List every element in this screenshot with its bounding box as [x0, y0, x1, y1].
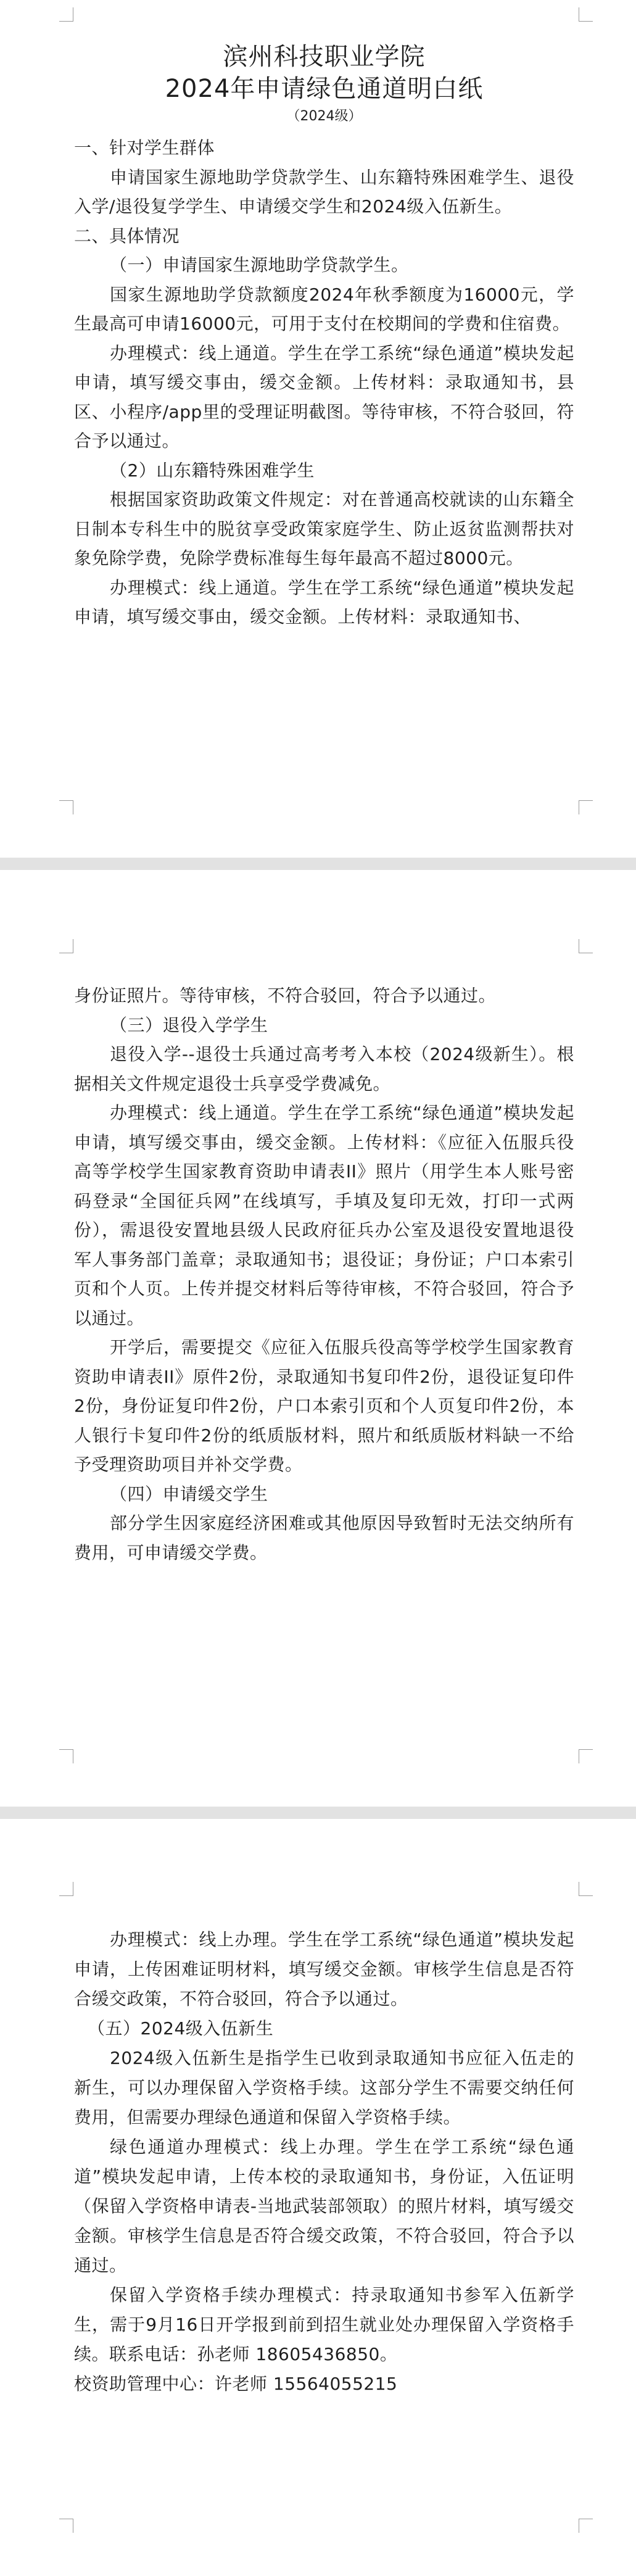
document-page-2 — [0, 870, 636, 1807]
body-paragraph: 部分学生因家庭经济困难或其他原因导致暂时无法交纳所有费用，可申请缓交学费。 — [74, 1513, 574, 1563]
body-paragraph: 办理模式：线上通道。学生在学工系统“绿色通道”模块发起申请，填写缓交事由，缓交金额。上传材料：录取通知书、 — [74, 577, 574, 627]
page-corner-mark — [579, 1749, 593, 1763]
body-paragraph: 保留入学资格手续办理模式：持录取通知书参军入伍新学生，需于9月16日开学报到前到招生就业处办理保留入学资格手续。联系电话：孙老师 18605436850。 — [74, 2285, 574, 2364]
page-corner-mark — [59, 7, 73, 22]
page-corner-mark — [579, 2519, 593, 2533]
page-corner-mark — [579, 939, 593, 953]
document-page-1 — [0, 0, 636, 858]
subsection-heading: （三）退役入学学生 — [110, 1014, 268, 1035]
document-subtitle: （2024级） — [286, 109, 362, 124]
document-title-line1: 滨州科技职业学院 — [223, 43, 426, 71]
page-corner-mark — [59, 1749, 73, 1763]
page-corner-mark — [59, 1882, 73, 1896]
body-paragraph: 退役入学--退役士兵通过高考考入本校（2024级新生）。根据相关文件规定退役士兵享受学费减免。 — [74, 1044, 574, 1094]
body-paragraph: 办理模式：线上通道。学生在学工系统“绿色通道”模块发起申请，填写缓交事由，缓交金额。上传材料：录取通知书，县区、小程序/app里的受理证明截图。等待审核，不符合驳回，符合予以通过。 — [74, 342, 574, 451]
body-paragraph: 办理模式：线上办理。学生在学工系统“绿色通道”模块发起申请，上传困难证明材料，填写缓交金额。审核学生信息是否符合缓交政策，不符合驳回，符合予以通过。 — [74, 1929, 574, 2009]
page-corner-mark — [579, 800, 593, 814]
contact-line: 校资助管理中心：许老师 15564055215 — [74, 2374, 398, 2394]
page-corner-mark — [59, 2519, 73, 2533]
page-corner-mark — [59, 939, 73, 953]
body-paragraph-continued: 身份证照片。等待审核，不符合驳回，符合予以通过。 — [74, 985, 497, 1006]
page-corner-mark — [579, 1882, 593, 1896]
subsection-heading: （2）山东籍特殊困难学生 — [110, 460, 315, 481]
body-paragraph: 开学后，需要提交《应征入伍服兵役高等学校学生国家教育资助申请表II》原件2份，录取通知书复印件2份，退役证复印件2份，身份证复印件2份，户口本索引页和个人页复印件2份，本人银行卡复印件2份的纸质版材料，照片和纸质版材料缺一不给予受理资助项目并补交学费。 — [74, 1337, 574, 1475]
body-paragraph: 申请国家生源地助学贷款学生、山东籍特殊困难学生、退役入学/退役复学学生、申请缓交学生和2024级入伍新生。 — [74, 167, 574, 217]
page-corner-mark — [59, 800, 73, 814]
subsection-heading: （五）2024级入伍新生 — [88, 2018, 274, 2039]
section-heading: 一、针对学生群体 — [74, 138, 215, 158]
body-paragraph: 2024级入伍新生是指学生已收到录取通知书应征入伍走的新生，可以办理保留入学资格手续。这部分学生不需要交纳任何费用，但需要办理绿色通道和保留入学资格手续。 — [74, 2048, 574, 2127]
page-corner-mark — [579, 7, 593, 22]
body-paragraph: 根据国家资助政策文件规定：对在普通高校就读的山东籍全日制本专科生中的脱贫享受政策家庭学生、防止返贫监测帮扶对象免除学费，免除学费标准每生每年最高不超过8000元。 — [74, 489, 574, 568]
subsection-heading: （四）申请缓交学生 — [110, 1483, 268, 1504]
document-title-line2: 2024年申请绿色通道明白纸 — [165, 75, 484, 103]
subsection-heading: （一）申请国家生源地助学贷款学生。 — [110, 255, 409, 275]
document-page-3 — [0, 1819, 636, 2576]
body-paragraph: 国家生源地助学贷款额度2024年秋季额度为16000元，学生最高可申请16000元，可用于支付在校期间的学费和住宿费。 — [74, 284, 574, 334]
body-paragraph: 绿色通道办理模式：线上办理。学生在学工系统“绿色通道”模块发起申请，上传本校的录取通知书，身份证，入伍证明（保留入学资格申请表-当地武装部领取）的照片材料，填写缓交金额。审核学生信息是否符合缓交政策，不符合驳回，符合予以通过。 — [74, 2137, 574, 2276]
body-paragraph: 办理模式：线上通道。学生在学工系统“绿色通道”模块发起申请，填写缓交事由，缓交金额。上传材料：《应征入伍服兵役高等学校学生国家教育资助申请表II》照片（用学生本人账号密码登录“全国征兵网”在线填写，手填及复印无效，打印一式两份），需退役安置地县级人民政府征兵办公室及退役安置地退役军人事务部门盖章；录取通知书；退役证；身份证；户口本索引页和个人页。上传并提交材料后等待审核，不符合驳回，符合予以通过。 — [74, 1103, 574, 1328]
section-heading: 二、具体情况 — [74, 225, 180, 246]
